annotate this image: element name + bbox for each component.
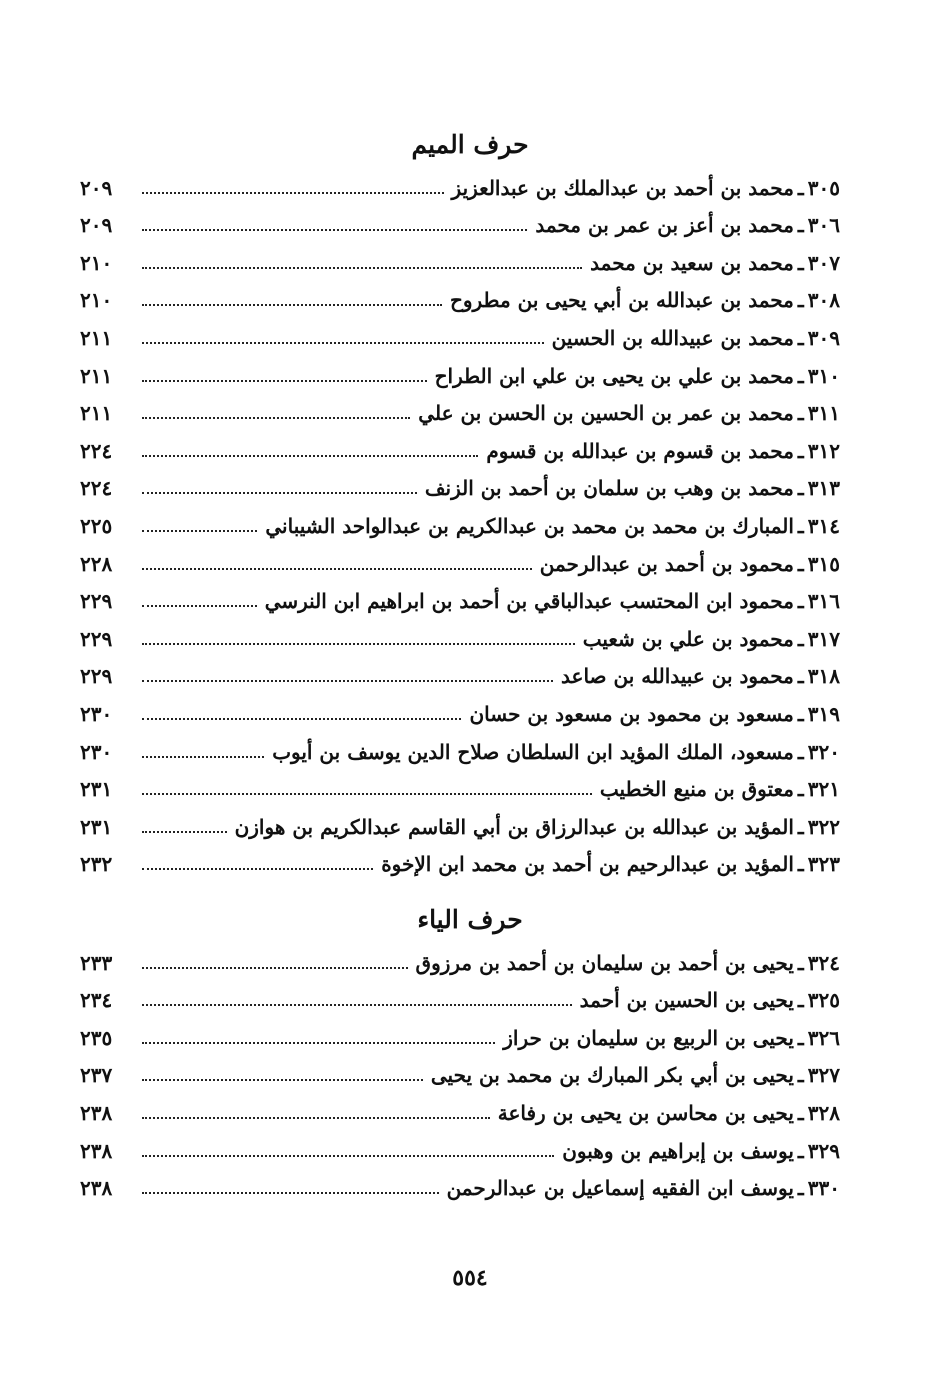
index-entry: [80, 162, 840, 200]
entry-number: ٣٠٥: [807, 175, 840, 200]
entry-number: ٣١٤: [807, 513, 840, 538]
section-title-ya: حرف الياء: [417, 905, 523, 934]
entry-separator: ـ: [797, 551, 804, 576]
dot-leader: [142, 229, 527, 231]
entry-page-ref: ٢١٠: [80, 288, 113, 313]
entry-page-ref: ٢٠٩: [80, 213, 113, 238]
entry-number: ٣٢٠: [807, 739, 840, 764]
index-entry: [80, 688, 840, 726]
index-entry: [80, 350, 840, 388]
section-title-mim: حرف الميم: [411, 130, 529, 159]
entry-page-ref: ٢٣١: [80, 777, 113, 802]
entry-number: ٣٢٤: [807, 950, 840, 975]
entry-separator: ـ: [797, 814, 804, 839]
entry-name: محمد بن قسوم بن عبدالله بن قسوم: [486, 438, 794, 463]
dot-leader: [142, 967, 408, 969]
entry-number: ٣١٢: [807, 438, 840, 463]
entry-name: محمد بن عبدالله بن أبي يحيى بن مطروح: [449, 288, 794, 313]
entry-separator: ـ: [797, 1176, 804, 1201]
entry-separator: ـ: [797, 325, 804, 350]
entry-name: يحيى بن أحمد بن سليمان بن أحمد بن مرزوق: [415, 950, 794, 975]
entry-separator: ـ: [797, 1063, 804, 1088]
index-entry: [80, 1050, 840, 1088]
entry-name: يحيى بن أبي بكر المبارك بن محمد بن يحيى: [430, 1063, 794, 1088]
entry-separator: ـ: [797, 1100, 804, 1125]
entry-separator: ـ: [797, 589, 804, 614]
index-entry: [80, 1087, 840, 1125]
dot-leader: [142, 831, 227, 833]
entries-list-mim: [80, 162, 840, 876]
entry-name: يحيى بن الربيع بن سليمان بن حراز: [503, 1025, 794, 1050]
entry-name: محمد بن عمر بن الحسين بن الحسن بن علي: [418, 401, 794, 426]
entries-list-ya: [80, 937, 840, 1200]
entry-name: محمد بن أحمد بن عبدالملك بن عبدالعزيز: [451, 175, 794, 200]
dot-leader: [142, 643, 575, 645]
entry-separator: ـ: [797, 701, 804, 726]
dot-leader: [142, 1079, 423, 1081]
entry-page-ref: ٢٣٥: [80, 1025, 113, 1050]
entry-separator: ـ: [797, 175, 804, 200]
entry-page-ref: ٢٢٥: [80, 513, 113, 538]
index-entry: [80, 726, 840, 764]
entry-number: ٣٢٦: [807, 1025, 840, 1050]
entry-number: ٣١٨: [807, 664, 840, 689]
entry-name: محمد بن سعيد بن محمد: [590, 250, 794, 275]
entry-page-ref: ٢٣٧: [80, 1063, 113, 1088]
entry-page-ref: ٢٣٣: [80, 950, 113, 975]
dot-leader: [142, 605, 257, 607]
entry-page-ref: ٢٣٨: [80, 1138, 113, 1163]
entry-number: ٣١٥: [807, 551, 840, 576]
entry-separator: ـ: [797, 363, 804, 388]
entry-separator: ـ: [797, 438, 804, 463]
entry-separator: ـ: [797, 476, 804, 501]
entry-separator: ـ: [797, 513, 804, 538]
dot-leader: [142, 492, 417, 494]
entry-number: ٣٢٣: [807, 852, 840, 877]
entry-number: ٣٢٩: [807, 1138, 840, 1163]
entry-name: المبارك بن محمد بن محمد بن عبدالكريم بن عبدالواحد الشيباني: [265, 513, 794, 538]
entry-page-ref: ٢٣٤: [80, 988, 113, 1013]
entry-page-ref: ٢١١: [80, 363, 113, 388]
entry-separator: ـ: [797, 213, 804, 238]
index-entry: [80, 237, 840, 275]
dot-leader: [142, 718, 461, 720]
entry-separator: ـ: [797, 988, 804, 1013]
dot-leader: [142, 756, 264, 758]
entry-page-ref: ٢٣٨: [80, 1176, 113, 1201]
dot-leader: [142, 568, 532, 570]
dot-leader: [142, 680, 553, 682]
entry-number: ٣١٧: [807, 626, 840, 651]
entry-number: ٣٢٥: [807, 988, 840, 1013]
entry-page-ref: ٢٢٨: [80, 551, 113, 576]
entry-page-ref: ٢١١: [80, 325, 113, 350]
entry-separator: ـ: [797, 739, 804, 764]
entry-number: ٣٠٩: [807, 325, 840, 350]
entry-separator: ـ: [797, 1138, 804, 1163]
dot-leader: [142, 868, 373, 870]
entry-separator: ـ: [797, 950, 804, 975]
entry-number: ٣٢٨: [807, 1100, 840, 1125]
dot-leader: [142, 793, 592, 795]
index-entry: [80, 1012, 840, 1050]
entry-page-ref: ٢١٠: [80, 250, 113, 275]
entry-name: معتوق بن منيع الخطيب: [599, 777, 794, 802]
entry-name: المؤيد بن عبدالله بن عبدالرزاق بن أبي القاسم عبدالكريم بن هوازن: [234, 814, 794, 839]
entry-number: ٣٢٧: [807, 1063, 840, 1088]
entry-separator: ـ: [797, 777, 804, 802]
dot-leader: [142, 1117, 490, 1119]
index-entry: [80, 937, 840, 975]
dot-leader: [142, 530, 257, 532]
index-entry: [80, 764, 840, 802]
entry-page-ref: ٢٢٤: [80, 438, 113, 463]
entry-name: محمد بن علي بن يحيى بن علي ابن الطراح: [434, 363, 794, 388]
entry-page-ref: ٢٣٠: [80, 701, 113, 726]
entry-name: مسعود بن محمود بن مسعود بن حسان: [469, 701, 794, 726]
entry-name: محمود ابن المحتسب عبدالباقي بن أحمد بن ابراهيم ابن النرسي: [264, 589, 794, 614]
index-entry: [80, 839, 840, 877]
entry-separator: ـ: [797, 664, 804, 689]
dot-leader: [142, 304, 442, 306]
entry-page-ref: ٢٣٢: [80, 852, 113, 877]
entry-page-ref: ٢٠٩: [80, 175, 113, 200]
dot-leader: [142, 455, 478, 457]
entry-name: المؤيد بن عبدالرحيم بن أحمد بن محمد ابن الإخوة: [381, 852, 794, 877]
index-entry: [80, 538, 840, 576]
index-entry: [80, 576, 840, 614]
index-entry: [80, 500, 840, 538]
entry-separator: ـ: [797, 401, 804, 426]
entry-number: ٣٣٠: [807, 1176, 840, 1201]
entry-name: يحيى بن الحسين بن أحمد: [579, 988, 794, 1013]
index-entry: [80, 801, 840, 839]
entry-number: ٣١٠: [807, 363, 840, 388]
entry-name: محمد بن عبيدالله بن الحسين: [551, 325, 794, 350]
index-entry: [80, 200, 840, 238]
index-entry: [80, 1163, 840, 1201]
entry-page-ref: ٢٢٤: [80, 476, 113, 501]
entry-page-ref: ٢٣١: [80, 814, 113, 839]
entry-page-ref: ٢١١: [80, 401, 113, 426]
entry-page-ref: ٢٢٩: [80, 664, 113, 689]
index-entry: [80, 275, 840, 313]
entry-name: يوسف ابن الفقيه إسماعيل بن عبدالرحمن: [446, 1176, 794, 1201]
entry-page-ref: ٢٢٩: [80, 626, 113, 651]
entry-number: ٣٠٧: [807, 250, 840, 275]
entry-number: ٣٢١: [807, 777, 840, 802]
index-entry: [80, 651, 840, 689]
index-entry: [80, 463, 840, 501]
dot-leader: [142, 1042, 495, 1044]
entry-separator: ـ: [797, 1025, 804, 1050]
entry-name: مسعود، الملك المؤيد ابن السلطان صلاح الدين يوسف بن أيوب: [272, 739, 794, 764]
entry-name: محمود بن أحمد بن عبدالرحمن: [539, 551, 794, 576]
index-entry: [80, 425, 840, 463]
dot-leader: [142, 417, 410, 419]
entry-number: ٣١٦: [807, 589, 840, 614]
entry-name: محمد بن وهب بن سلمان بن أحمد بن الزنف: [424, 476, 794, 501]
entry-page-ref: ٢٣٠: [80, 739, 113, 764]
dot-leader: [142, 342, 544, 344]
entry-number: ٣١١: [807, 401, 840, 426]
index-entry: [80, 1125, 840, 1163]
dot-leader: [142, 1192, 439, 1194]
entry-page-ref: ٢٣٨: [80, 1100, 113, 1125]
entry-name: يوسف بن إبراهيم بن وهبون: [562, 1138, 794, 1163]
dot-leader: [142, 1004, 572, 1006]
entry-page-ref: ٢٢٩: [80, 589, 113, 614]
entry-name: محمود بن عبيدالله بن صاعد: [561, 664, 794, 689]
entry-number: ٣١٣: [807, 476, 840, 501]
entry-separator: ـ: [797, 288, 804, 313]
dot-leader: [142, 380, 427, 382]
dot-leader: [142, 267, 582, 269]
index-entry: [80, 975, 840, 1013]
entry-separator: ـ: [797, 250, 804, 275]
index-entry: [80, 312, 840, 350]
entry-number: ٣٠٦: [807, 213, 840, 238]
index-entry: [80, 613, 840, 651]
dot-leader: [142, 1155, 554, 1157]
entry-number: ٣١٩: [807, 701, 840, 726]
index-entry: [80, 388, 840, 426]
entry-separator: ـ: [797, 626, 804, 651]
entry-name: محمد بن أعز بن عمر بن محمد: [535, 213, 794, 238]
entry-name: يحيى بن محاسن بن يحيى بن رفاعة: [497, 1100, 794, 1125]
page-number: ٥٥٤: [452, 1265, 488, 1291]
entry-separator: ـ: [797, 852, 804, 877]
entry-number: ٣٢٢: [807, 814, 840, 839]
dot-leader: [142, 192, 444, 194]
entry-number: ٣٠٨: [807, 288, 840, 313]
entry-name: محمود بن علي بن شعيب: [582, 626, 794, 651]
